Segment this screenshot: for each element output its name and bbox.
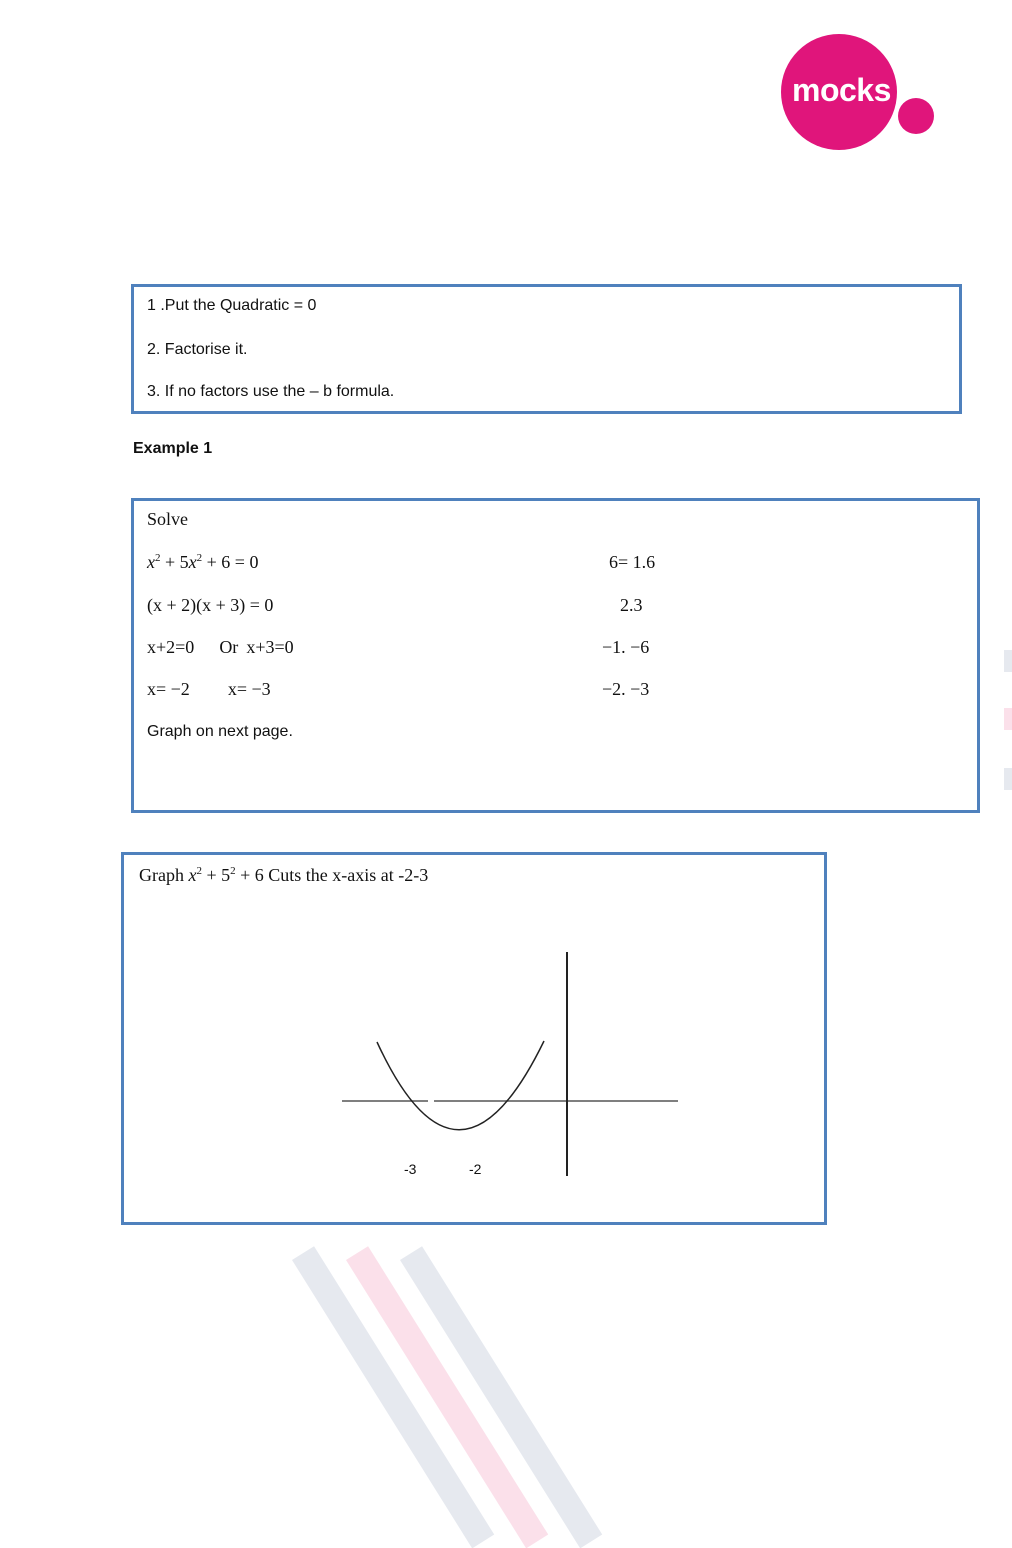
root-label-neg2: -2 — [469, 1161, 482, 1177]
steps-box — [131, 284, 962, 414]
step-3: 3. If no factors use the – b formula. — [147, 383, 395, 400]
equation-1: $x^2 + 5x^2 + 6 = 0$ — [147, 552, 259, 572]
factor-pair-1: 6= 1.6 — [609, 552, 656, 572]
equation-3: x+2=0 Or x+3=0 — [147, 637, 294, 657]
solve-label: Solve — [147, 509, 189, 529]
graph-note: Graph on next page. — [147, 723, 293, 740]
edge-mark-2 — [1004, 708, 1012, 730]
step-2: 2. Factorise it. — [147, 341, 248, 358]
factor-pair-2: 2.3 — [620, 595, 643, 615]
step-1: 1 .Put the Quadratic = 0 — [147, 297, 317, 314]
graph-caption: Graph $x^2 + 5^2 + 6$ Cuts the x-axis at -2-3 — [139, 865, 429, 885]
parabola-sketch — [330, 940, 690, 1190]
logo-suffix: .ie — [896, 44, 928, 77]
logo-dot — [898, 98, 934, 134]
factor-pair-3: −1. −6 — [602, 637, 650, 657]
example-heading: Example 1 — [133, 440, 213, 457]
logo-text: mocks — [792, 72, 891, 108]
parabola-curve — [377, 1041, 544, 1130]
example-box — [131, 498, 980, 813]
edge-mark-1 — [1004, 650, 1012, 672]
factor-pair-4: −2. −3 — [602, 679, 650, 699]
equation-4: x= −2 x= −3 — [147, 679, 271, 699]
root-label-neg3: -3 — [404, 1161, 417, 1177]
equation-2: (x + 2)(x + 3) = 0 — [147, 595, 274, 615]
edge-mark-3 — [1004, 768, 1012, 790]
